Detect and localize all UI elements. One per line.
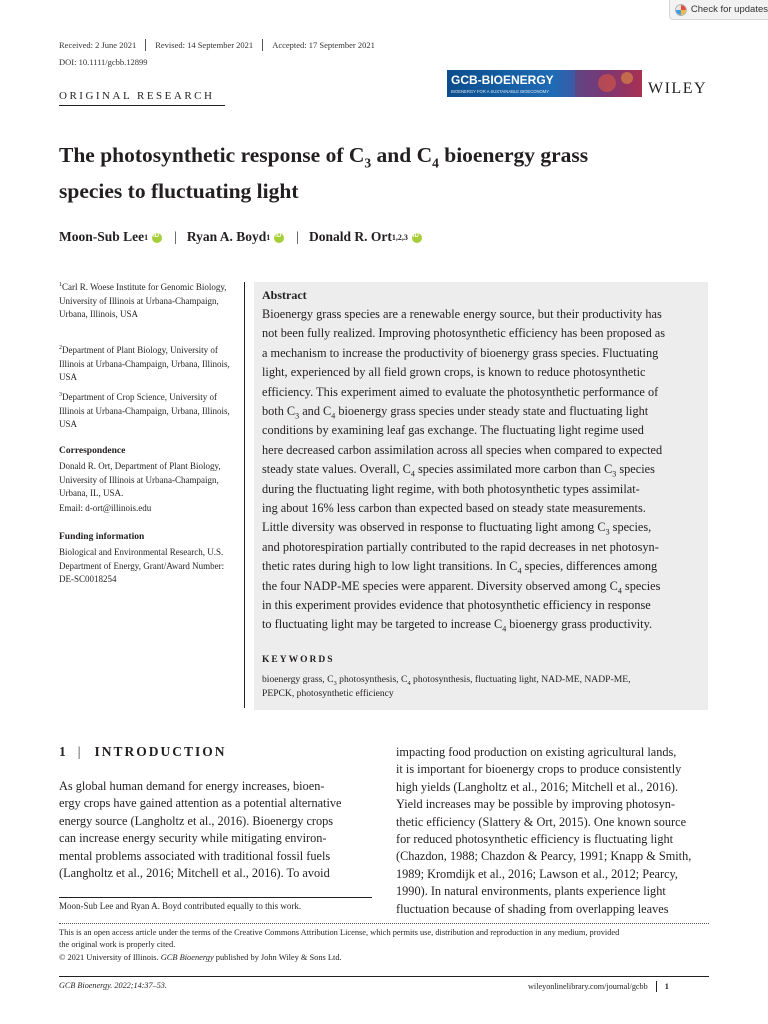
body-text-line: ergy crops have gained attention as a potential alternative — [59, 796, 342, 811]
abstract-line: Bioenergy grass species are a renewable energy source, but their productivity has — [262, 307, 662, 321]
body-text-line: (Chazdon, 1988; Chazdon & Pearcy, 1991; Knapp & Smith, — [396, 849, 692, 864]
meta-divider — [262, 39, 263, 51]
body-text-line: thetic efficiency (Slattery & Ort, 2015). One known source — [396, 814, 687, 829]
body-text-line: it is important for bioenergy crops to produce consistently — [396, 762, 682, 777]
article-title: The photosynthetic response of $C_3$ and $C_4$ bioenergy grass species to fluctuating light — [59, 143, 589, 204]
affiliation: $^1$Carl R. Woese Institute for Genomic Biology, University of Illinois at Urbana-Champaign, Urbana, Illinois, USA — [59, 282, 227, 319]
author-separator: | — [296, 229, 299, 244]
abstract-line: to fluctuating light may be targeted to increase $C_4$ bioenergy grass productivity. — [262, 617, 653, 634]
article-type-label: ORIGINAL RESEARCH — [59, 90, 215, 102]
abstract-line: not been fully realized. Improving photosynthetic efficiency has been proposed as — [262, 326, 666, 341]
abstract-line: conditions by examining leaf gas exchange. The fluctuating light regime used — [262, 423, 644, 438]
check-for-updates-button[interactable] — [669, 0, 768, 20]
abstract-heading: Abstract — [262, 288, 307, 302]
journal-url[interactable]: wileyonlinelibrary.com/journal/gcbb — [528, 982, 648, 991]
abstract-line: in this experiment provides evidence that photosynthetic efficiency in response — [262, 598, 651, 612]
crossmark-icon — [675, 4, 687, 16]
footer-rule — [59, 976, 709, 977]
body-text-line: energy source (Langholtz et al., 2016). Bioenergy crops — [59, 813, 334, 828]
author-affiliation-marker: 1 — [144, 232, 149, 242]
copyright-line: © 2021 University of Illinois. GCB Bioenergy published by John Wiley & Sons Ltd. — [59, 953, 342, 962]
abstract-line: steady state values. Overall, $C_4$ species assimilated more carbon than $C_3$ species — [262, 462, 655, 479]
funding-text: Biological and Environmental Research, U.S. Department of Energy, Grant/Award Number: DE-SC0018254 — [59, 547, 225, 584]
abstract-line: a mechanism to increase the productivity of bioenergy grass species. Fluctuating — [262, 345, 659, 360]
body-text-line: 1990). In natural environments, plants experience light — [396, 884, 666, 899]
revised-date: Revised: 14 September 2021 — [155, 40, 254, 50]
correspondence-text: Donald R. Ort, Department of Plant Biology, University of Illinois at Urbana-Champaign, Urbana, IL, USA. — [59, 461, 221, 498]
body-text-line: impacting food production on existing agricultural lands, — [396, 745, 677, 759]
keywords-line: bioenergy grass, $C_3$ photosynthesis, $C_4$ photosynthesis, fluctuating light, NAD-ME, NADP-ME, — [262, 674, 631, 687]
abstract-line: ing about 16% less carbon than expected based on steady state measurements. — [262, 501, 646, 515]
banner-title: GCB-BIOENERGY — [451, 73, 554, 87]
footnote-rule — [59, 897, 372, 898]
article-dates — [59, 39, 375, 51]
body-text-line: high yields (Langholtz et al., 2016; Mitchell et al., 2016). — [396, 779, 679, 794]
author-name[interactable]: Donald R. Ort — [308, 229, 392, 244]
author-affiliation-marker: 1,2,3 — [391, 232, 408, 242]
footer-divider — [656, 981, 657, 992]
abstract-line: light, experienced by all field grown crops, is known to reduce photosynthetic — [262, 365, 646, 380]
funding-heading: Funding information — [59, 532, 145, 542]
orcid-icon[interactable] — [152, 233, 162, 243]
author-name[interactable]: Ryan A. Boyd — [186, 229, 267, 244]
author-name[interactable]: Moon-Sub Lee — [59, 229, 145, 244]
abstract-line: thetic rates during high to low light transitions. In $C_4$ species, differences among — [262, 559, 658, 576]
banner-subtitle: BIOENERGY FOR A SUSTAINABLE BIOECONOMY — [451, 89, 550, 94]
abstract-line: efficiency. This experiment aimed to evaluate the photosynthetic performance of — [262, 384, 659, 399]
column-divider — [244, 282, 245, 708]
orcid-icon[interactable] — [412, 233, 422, 243]
body-text-line: As global human demand for energy increases, bioen- — [59, 779, 325, 793]
correspondence-email[interactable]: Email: d-ort@illinois.edu — [59, 503, 152, 513]
abstract-line: the four NADP-ME species were apparent. Diversity observed among $C_4$ species — [262, 578, 661, 596]
affiliation: $^3$Department of Crop Science, University of Illinois at Urbana-Champaign, Urbana, Illinois, USA — [59, 392, 230, 429]
abstract-line: and photorespiration partially contributed to the rapid decreases in net photosyn- — [262, 539, 659, 554]
section-separator: | — [77, 744, 83, 759]
check-for-updates-label: Check for updates — [690, 4, 768, 15]
body-text-line: Yield increases may be possible by improving photosyn- — [396, 797, 676, 812]
publisher-logo: WILEY — [648, 80, 708, 97]
author-affiliation-marker: 1 — [266, 232, 271, 242]
correspondence-heading: Correspondence — [59, 446, 126, 456]
keywords-line: PEPCK, photosynthetic efficiency — [262, 688, 394, 699]
author-list — [59, 229, 424, 245]
license-divider — [59, 923, 709, 924]
body-text-line: for reduced photosynthetic efficiency is fluctuating light — [396, 832, 674, 846]
journal-citation: GCB Bioenergy. 2022;14:37–53. — [59, 981, 167, 990]
body-text-line: fluctuation because of shading from overlapping leaves — [396, 901, 669, 916]
affiliation: $^2$Department of Plant Biology, University of Illinois at Urbana-Champaign, Urbana, Illinois, USA — [59, 345, 230, 382]
abstract-line: both $C_3$ and $C_4$ bioenergy grass species under steady state and fluctuating light — [262, 404, 649, 421]
body-text-line: (Langholtz et al., 2016; Mitchell et al., 2016). To avoid — [59, 866, 330, 880]
body-text-line: 1989; Kromdijk et al., 2016; Lawson et al., 2012; Pearcy, — [396, 866, 678, 881]
keywords-heading: KEYWORDS — [262, 655, 335, 665]
footnote: Moon-Sub Lee and Ryan A. Boyd contributed equally to this work. — [59, 901, 302, 911]
page-number: 1 — [664, 982, 669, 991]
abstract-line: Little diversity was observed in response to fluctuating light among $C_3$ species, — [262, 520, 652, 537]
orcid-icon[interactable] — [274, 233, 284, 243]
section-heading-introduction — [59, 744, 226, 760]
meta-divider — [145, 39, 146, 51]
journal-banner-logo — [447, 70, 642, 97]
author-separator: | — [174, 229, 177, 244]
abstract-line: here decreased carbon assimilation across all species when compared to expected — [262, 442, 663, 457]
received-date: Received: 2 June 2021 — [59, 40, 137, 50]
footer-right — [528, 981, 669, 992]
doi[interactable]: DOI: 10.1111/gcbb.12899 — [59, 57, 148, 67]
accepted-date: Accepted: 17 September 2021 — [272, 40, 375, 50]
article-type-rule — [59, 105, 225, 106]
abstract-line: during the fluctuating light regime, with both photosynthetic types assimilat- — [262, 481, 640, 496]
body-text-line: mental problems associated with traditional fossil fuels — [59, 848, 331, 863]
body-text-line: can increase energy security while mitigating environ- — [59, 831, 327, 846]
section-number: 1 — [59, 744, 68, 759]
license-text: the original work is properly cited. — [59, 940, 176, 949]
license-text: This is an open access article under the terms of the Creative Commons Attribution License, which permits use, distribution and reproduction in any medium, provided — [59, 928, 620, 937]
section-title: INTRODUCTION — [94, 744, 227, 759]
